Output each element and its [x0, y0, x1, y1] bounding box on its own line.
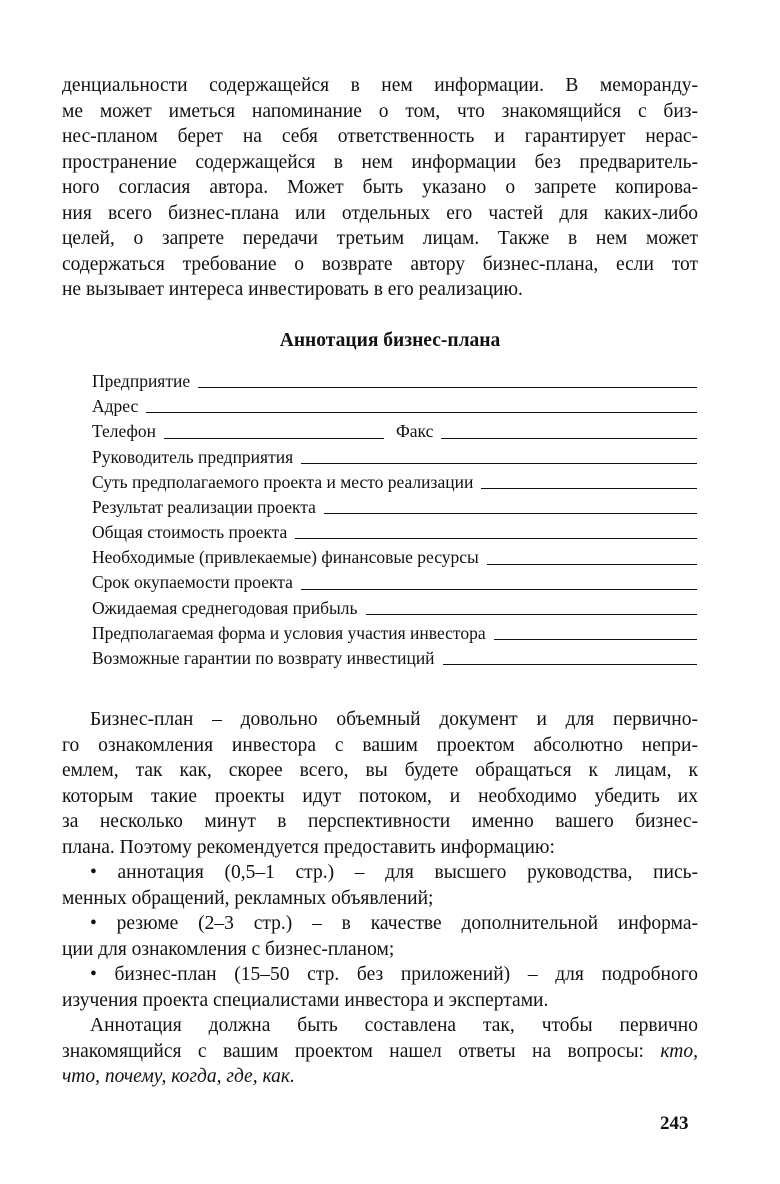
text-line: содержаться требование о возврате автору бизнес-плана, если тот [62, 253, 698, 275]
text-line: • аннотация (0,5–1 стр.) – для высшего руководства, пись- [90, 862, 698, 883]
form-label: Необходимые (привлекаемые) финансовые ресурсы [92, 547, 479, 568]
intro-paragraph [62, 73, 698, 303]
form-blank-line[interactable] [494, 639, 697, 640]
form-label: Предполагаемая форма и условия участия инвестора [92, 622, 486, 643]
text-line: • резюме (2–3 стр.) – в качестве дополнительной информа- [90, 913, 698, 934]
form-label: Ожидаемая среднегодовая прибыль [92, 597, 358, 618]
text-segment: знакомящийся с вашим проектом нашел ответы на вопросы: [62, 1040, 661, 1062]
text-line: за несколько минут в перспективности именно вашего бизнес- [62, 811, 698, 832]
form-blank-line[interactable] [366, 614, 698, 615]
italic-segment: кто, [660, 1040, 698, 1062]
text-line: которым такие проекты идут потоком, и необходимо убедить их [62, 785, 698, 807]
form-blank-line[interactable] [146, 412, 697, 413]
text-line: емлем, так как, скорее всего, вы будете обращаться к лицам, к [62, 760, 698, 781]
text-line: • бизнес-план (15–50 стр. без приложений) – для подробного [90, 964, 698, 985]
text-line: плана. Поэтому рекомендуется предоставить информацию: [62, 836, 555, 858]
text-line [62, 1064, 698, 1090]
page-number: 243 [660, 1113, 689, 1134]
text-line: не вызывает интереса инвестировать в его реализацию. [62, 279, 523, 300]
text-line: го ознакомления инвестора с вашим проектом абсолютно непри- [62, 734, 698, 756]
form-blank-line[interactable] [198, 387, 697, 388]
text-line: ния всего бизнес-плана или отдельных его частей для каких-либо [62, 202, 698, 224]
text-line [62, 1039, 698, 1065]
form-label: Общая стоимость проекта [92, 522, 288, 543]
text-line: Бизнес-план – довольно объемный документ и для первично- [90, 709, 698, 730]
form-row [92, 596, 697, 621]
text-line: ме может иметься напоминание о том, что знакомящийся с биз- [62, 100, 698, 122]
form-row [92, 571, 697, 596]
form-label: Предприятие [92, 370, 191, 391]
form-row [92, 646, 697, 671]
form-label: Адрес [92, 396, 139, 417]
text-line: Аннотация должна быть составлена так, чтобы первично [90, 1015, 698, 1036]
annotation-form [92, 369, 697, 671]
form-row [92, 445, 697, 470]
form-row [92, 520, 697, 545]
text-line: пространение содержащейся в нем информации без предваритель- [62, 151, 698, 173]
form-label: Срок окупаемости проекта [92, 572, 293, 593]
form-row [92, 621, 697, 646]
form-row [92, 545, 697, 570]
form-row [92, 419, 697, 444]
form-blank-line[interactable] [164, 438, 384, 439]
form-row [92, 369, 697, 394]
form-blank-line[interactable] [301, 463, 697, 464]
text-line: менных обращений, рекламных объявлений; [62, 887, 434, 909]
body-text [62, 707, 698, 1090]
form-label: Руководитель предприятия [92, 446, 294, 467]
form-blank-line[interactable] [487, 564, 697, 565]
form-label: Факс [395, 421, 434, 442]
form-row [92, 394, 697, 419]
text-line: ции для ознакомления с бизнес-планом; [62, 938, 395, 960]
form-label: Результат реализации проекта [92, 496, 316, 517]
form-blank-line[interactable] [324, 513, 697, 514]
text-line: изучения проекта специалистами инвестора и экспертами. [62, 989, 549, 1011]
form-blank-line[interactable] [301, 589, 697, 590]
form-title: Аннотация бизнес-плана [279, 330, 501, 351]
form-label: Телефон [92, 421, 156, 442]
form-label: Суть предполагаемого проекта и место реализации [92, 471, 474, 492]
form-row [92, 470, 697, 495]
form-label: Возможные гарантии по возврату инвестиций [92, 648, 435, 669]
text-line: денциальности содержащейся в нем информации. В меморанду- [62, 75, 698, 96]
text-line: целей, о запрете передачи третьим лицам. Также в нем может [62, 228, 698, 249]
form-blank-line[interactable] [441, 438, 697, 439]
text-line: нес-планом берет на себя ответственность и гарантирует нерас- [62, 126, 698, 147]
form-blank-line[interactable] [481, 488, 697, 489]
form-blank-line[interactable] [443, 664, 697, 665]
italic-segment: что, почему, когда, где, как. [62, 1066, 295, 1087]
form-blank-line[interactable] [295, 538, 697, 539]
text-line: ного согласия автора. Может быть указано о запрете копирова- [62, 177, 698, 198]
form-row [92, 495, 697, 520]
